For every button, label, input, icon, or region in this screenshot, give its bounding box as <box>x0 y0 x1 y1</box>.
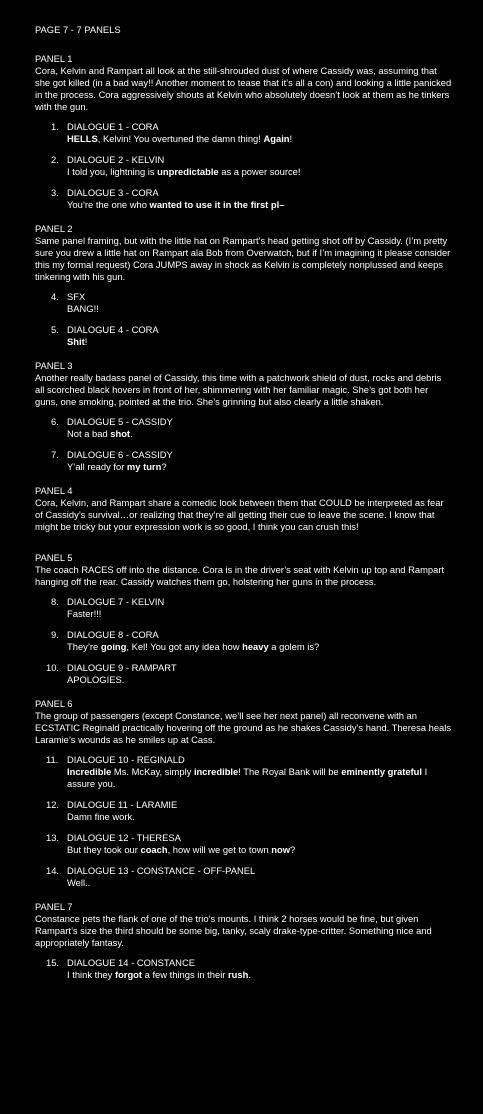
line-text: I think they <box>67 969 115 980</box>
emphasis-text: Again <box>263 133 290 144</box>
panel-description: Cora, Kelvin and Rampart all look at the still-shrouded dust of where Cassidy was, assuming that she got killed (in a bad way!! Another moment to tease that it’s all a con) and looking a little panicked in the process. Cora aggressively shouts at Kelvin who absolutely doesn’t look at them as he tinkers with the gun. <box>35 65 452 112</box>
line-text: , Kel! You got any idea how <box>126 641 243 652</box>
line-text: But they took our <box>67 844 141 855</box>
item-line <box>67 199 453 211</box>
item-number: 13. <box>46 832 60 843</box>
item-line <box>67 166 453 178</box>
dialogue-item <box>35 629 453 653</box>
item-heading: DIALOGUE 1 - CORA <box>67 121 159 132</box>
dialogue-item <box>35 187 453 211</box>
item-line <box>67 336 453 348</box>
panel-heading: PANEL 6 <box>35 698 73 709</box>
item-number: 1. <box>51 121 59 132</box>
item-line <box>67 811 453 823</box>
item-heading: DIALOGUE 9 - RAMPART <box>67 662 177 673</box>
dialogue-item <box>35 832 453 856</box>
panel-description: Another really badass panel of Cassidy, this time with a patchwork shield of dust, rocks and debris all scorched black hovers in front of her, shimmering with her familiar magic. She’s got both her guns, one smoking, pointed at the trio. She’s grinning but also clearly a little shaken. <box>35 372 442 407</box>
emphasis-text: shot <box>110 428 131 439</box>
item-heading: DIALOGUE 13 - CONSTANCE - OFF-PANEL <box>67 865 256 876</box>
item-line <box>67 428 453 440</box>
panel-section <box>35 552 453 686</box>
line-text: You’re the one who <box>67 199 150 210</box>
item-heading: DIALOGUE 5 - CASSIDY <box>67 416 173 427</box>
line-text: . <box>248 969 251 980</box>
item-number: 5. <box>51 324 59 335</box>
line-text: , Kelvin! You overtuned the damn thing! <box>97 133 264 144</box>
panel-section <box>35 901 453 981</box>
item-heading: DIALOGUE 8 - CORA <box>67 629 159 640</box>
dialogue-list <box>35 416 453 473</box>
line-text: I told you, lightning is <box>67 166 158 177</box>
line-text: ? <box>290 844 296 855</box>
item-heading: DIALOGUE 3 - CORA <box>67 187 159 198</box>
line-text: a golem is? <box>268 641 320 652</box>
panel-description: Constance pets the flank of one of the trio’s mounts. I think 2 horses would be fine, but given Rampart’s size the third should be some big, tanky, scaly drake-type-critter. Something nice and appropriately fantasy. <box>35 913 432 948</box>
dialogue-item <box>35 596 453 620</box>
emphasis-text: coach <box>140 844 168 855</box>
item-line <box>67 461 453 473</box>
item-number: 8. <box>51 596 59 607</box>
line-text: ! The Royal Bank will be <box>238 766 342 777</box>
dialogue-item <box>35 324 453 348</box>
panel-description: Same panel framing, but with the little hat on Rampart’s head getting shot off by Cassidy. (I’m pretty sure you drew a little hat on Rampart ala Bob from Overwatch, but if I’m imagining it please consider this my formal request) Cora JUMPS away in shock as Kelvin is completely nonplussed and keeps tinkering with his gun. <box>35 235 451 282</box>
panel-section <box>35 53 453 211</box>
panel-description: The group of passengers (except Constance, we’ll see her next panel) all reconvene with an ECSTATIC Reginald practically hovering off the ground as he shakes Cassidy’s hand. Theresa heals Laramie’s wounds as he smiles up at Cass. <box>35 710 452 745</box>
item-number: 9. <box>51 629 59 640</box>
item-line <box>67 844 453 856</box>
emphasis-text: forgot <box>114 969 143 980</box>
line-text: ? <box>161 461 167 472</box>
panel-list <box>35 53 453 981</box>
emphasis-text: incredible <box>193 766 239 777</box>
line-text: Well.. <box>67 877 91 888</box>
line-text: They’re <box>67 641 101 652</box>
panel-section <box>35 360 453 473</box>
line-text: ! <box>289 133 293 144</box>
panel-description: The coach RACES off into the distance. Cora is in the driver’s seat with Kelvin up top and Rampart hanging off the rear. Cassidy watches them go, holstering her guns in the process. <box>35 564 445 587</box>
line-text: . <box>130 428 133 439</box>
item-line <box>67 303 453 315</box>
item-heading: DIALOGUE 11 - LARAMIE <box>67 799 178 810</box>
line-text: I assure you. <box>67 766 428 789</box>
item-number: 15. <box>46 957 60 968</box>
item-line <box>67 133 453 145</box>
item-line <box>67 608 453 620</box>
line-text: a few things in their <box>142 969 229 980</box>
line-text: APOLOGIES. <box>67 674 125 685</box>
dialogue-item <box>35 154 453 178</box>
emphasis-text: Incredible <box>67 766 112 777</box>
item-number: 3. <box>51 187 59 198</box>
emphasis-text: Shit <box>67 336 85 347</box>
line-text: as a power source! <box>218 166 301 177</box>
item-line <box>67 969 453 981</box>
dialogue-item <box>35 416 453 440</box>
dialogue-list <box>35 596 453 686</box>
line-text: Y’all ready for <box>67 461 127 472</box>
panel-heading: PANEL 5 <box>35 552 73 563</box>
panel-heading: PANEL 3 <box>35 360 73 371</box>
dialogue-item <box>35 799 453 823</box>
item-heading: DIALOGUE 14 - CONSTANCE <box>67 957 195 968</box>
item-line <box>67 877 453 889</box>
emphasis-text: now <box>271 844 291 855</box>
item-number: 6. <box>51 416 59 427</box>
item-heading: DIALOGUE 4 - CORA <box>67 324 159 335</box>
dialogue-item <box>35 291 453 315</box>
panel-section <box>35 485 453 533</box>
page-title: PAGE 7 - 7 PANELS <box>35 24 121 35</box>
panel-heading: PANEL 1 <box>35 53 73 64</box>
item-line <box>67 766 453 790</box>
line-text: BANG!! <box>67 303 99 314</box>
panel-heading: PANEL 4 <box>35 485 73 496</box>
item-heading: SFX <box>67 291 86 302</box>
item-number: 7. <box>51 449 59 460</box>
dialogue-list <box>35 754 453 889</box>
line-text: Faster!!! <box>67 608 102 619</box>
item-number: 11. <box>46 754 59 765</box>
dialogue-item <box>35 662 453 686</box>
item-heading: DIALOGUE 7 - KELVIN <box>67 596 165 607</box>
emphasis-text: going <box>100 641 127 652</box>
item-heading: DIALOGUE 12 - THERESA <box>67 832 181 843</box>
item-line <box>67 641 453 653</box>
item-line <box>67 674 453 686</box>
item-number: 14. <box>46 865 60 876</box>
line-text: Damn fine work. <box>67 811 135 822</box>
emphasis-text: unpredictable <box>157 166 219 177</box>
item-number: 4. <box>51 291 59 302</box>
item-heading: DIALOGUE 10 - REGINALD <box>67 754 185 765</box>
item-heading: DIALOGUE 2 - KELVIN <box>67 154 165 165</box>
dialogue-item <box>35 449 453 473</box>
item-number: 10. <box>46 662 60 673</box>
panel-section <box>35 698 453 889</box>
dialogue-item <box>35 121 453 145</box>
line-text: ! <box>84 336 88 347</box>
item-heading: DIALOGUE 6 - CASSIDY <box>67 449 173 460</box>
panel-heading: PANEL 7 <box>35 901 73 912</box>
dialogue-item <box>35 754 453 790</box>
dialogue-item <box>35 865 453 889</box>
dialogue-list <box>35 957 453 981</box>
emphasis-text: HELLS <box>67 133 98 144</box>
emphasis-text: heavy <box>242 641 269 652</box>
emphasis-text: wanted to use it in the first pl– <box>149 199 285 210</box>
line-text: , how will we get to town <box>167 844 272 855</box>
emphasis-text: my turn <box>126 461 162 472</box>
line-text: Not a bad <box>67 428 111 439</box>
panel-heading: PANEL 2 <box>35 223 73 234</box>
emphasis-text: rush <box>228 969 249 980</box>
item-number: 2. <box>51 154 59 165</box>
line-text: Ms. McKay, simply <box>111 766 194 777</box>
emphasis-text: eminently grateful <box>341 766 423 777</box>
dialogue-list <box>35 121 453 211</box>
dialogue-item <box>35 957 453 981</box>
panel-description: Cora, Kelvin, and Rampart share a comedic look between them that COULD be interpreted as fear of Cassidy’s survival…or realizing that they’re all getting their cue to leave the scene. I know that might be tricky but your expression work is so good, I think you can crush this! <box>35 497 444 532</box>
panel-section <box>35 223 453 348</box>
item-number: 12. <box>46 799 60 810</box>
dialogue-list <box>35 291 453 348</box>
